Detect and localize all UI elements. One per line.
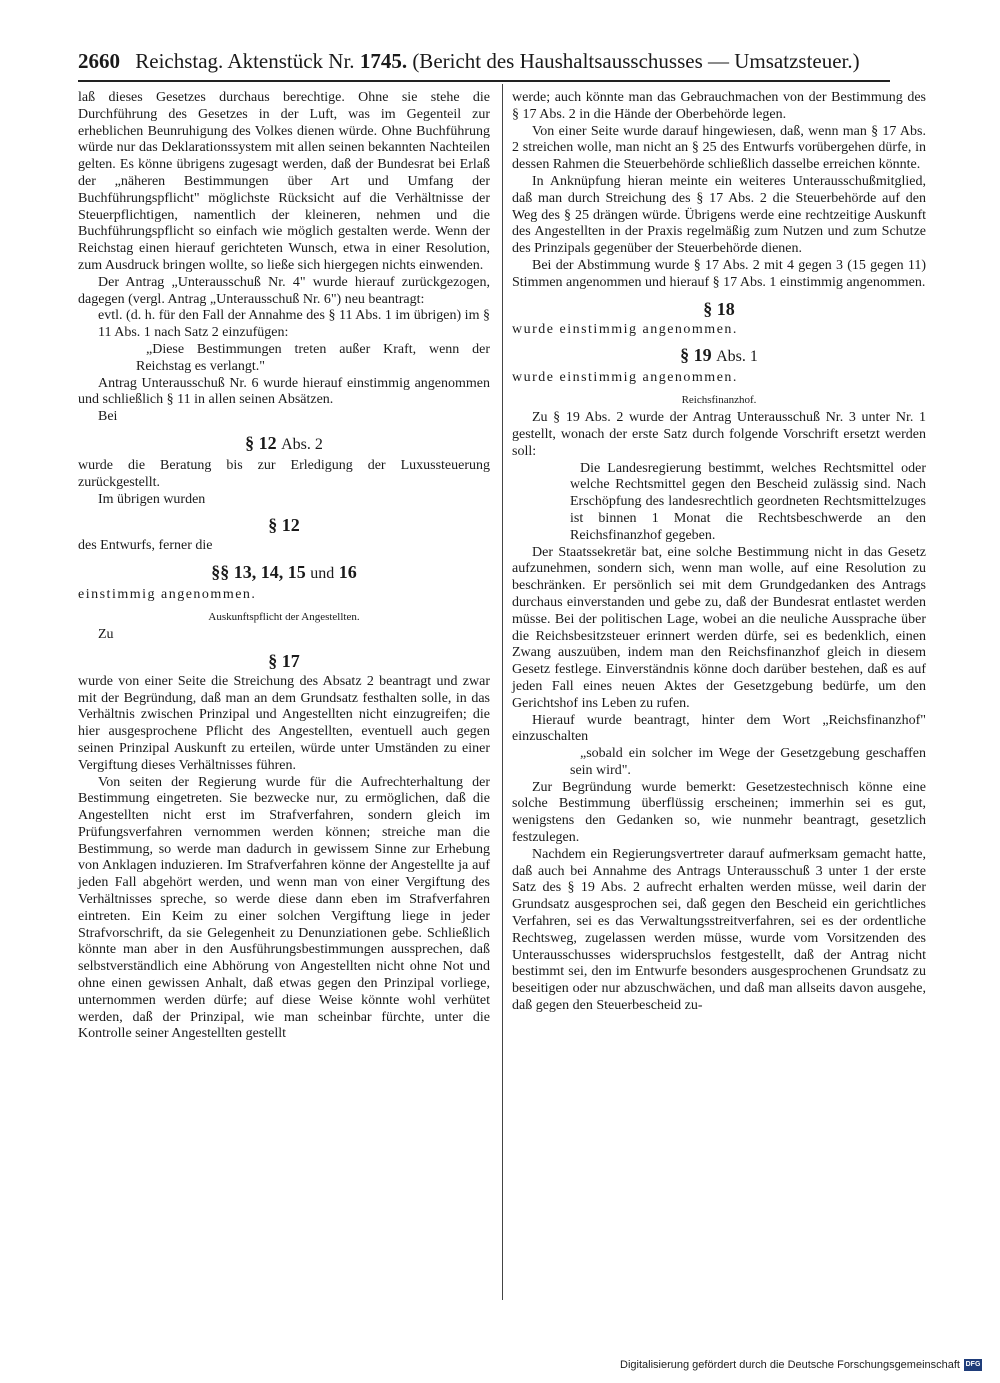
header-subtitle: (Bericht des Haushaltsausschusses — Umsatzsteuer.) xyxy=(412,49,860,73)
left-column xyxy=(78,90,490,1043)
header-title-prefix: Reichstag. Aktenstück Nr. xyxy=(135,49,355,73)
paragraph: Von einer Seite wurde darauf hingewiesen, daß, wenn man § 17 Abs. 2 streichen wolle, man nicht an § 25 des Entwurfs vorübergehen dürfe, in dessen Rahmen die Steuerbehörde schließlich dasselbe erreichen könnte. xyxy=(512,123,926,173)
quotation: „Diese Bestimmungen treten außer Kraft, wenn der Reichstag es verlangt." xyxy=(136,341,490,374)
act-number: 1745. xyxy=(359,49,408,73)
paragraph: Antrag Unterausschuß Nr. 6 wurde hierauf einstimmig angenommen und schließlich § 11 in allen seinen Absätzen. xyxy=(78,375,490,408)
paragraph: Nachdem ein Regierungsvertreter darauf aufmerksam gemacht hatte, daß auch bei Annahme des Antrags Unterausschuß 3 unter 1 der erste Satz des § 19 Abs. 2 aufrecht erhalten werden müsse, weil darin der Grundsatz ausgesprochen sei, daß gegen den Bescheid ein gerichtliches Verfahren, sei es das Verwaltungsstreitverfahren, sei es der ordentliche Rechtsweg, zugelassen werden müsse, wurde vom Vorsitzenden des Unterausschusses widerspruchslos festgestellt, daß der Antrag nicht bestimmt sei, den im Entwurfe besonders ausgesprochenen Grundsatz zu beseitigen oder nur abzuschwächen, und daß man allseits davon ausgehe, daß gegen den Steuerbescheid zu- xyxy=(512,846,926,1014)
paragraph: Der Staatssekretär bat, eine solche Bestimmung nicht in das Gesetz aufzunehmen, sondern sich, wenn man wolle, auf eine Resolution zu beschränken. Er persönlich sei mit dem Grundgedanken des Antrags durchaus einverstanden und gebe zu, daß der Bundesrat entlastet werden müsse. Bei der politischen Lage, wobei an die neuliche Aussprache über die Reichsbesitzsteuer erinnert werden dürfe, sei es bedenklich, einen Zwang auszuüben, indem man den Reichsfinanzhof gleich in diesem Gesetz festlege. Einverständnis könne doch darüber bestehen, daß es auf jeden Fall eines neuen Aktes der Gesetzgebung bedürfe, um den Gerichtshof ins Leben zu rufen. xyxy=(512,544,926,711)
paragraph: Hierauf wurde beantragt, hinter dem Wort „Reichsfinanzhof" einzuschalten xyxy=(512,712,926,745)
subsection-title: Reichsfinanzhof. xyxy=(681,394,757,407)
paragraph: wurde einstimmig angenommen. xyxy=(512,321,738,337)
paragraph: einstimmig angenommen. xyxy=(78,587,257,603)
paragraph: evtl. (d. h. für den Fall der Annahme des § 11 Abs. 1 im übrigen) im § 11 Abs. 1 nach Satz 2 einzufügen: xyxy=(98,308,490,341)
paragraph: Im übrigen wurden xyxy=(98,491,206,507)
section-heading: § 12 xyxy=(268,515,300,536)
quotation: „sobald ein solcher im Wege der Gesetzgebung geschaffen sein wird". xyxy=(570,746,926,778)
dfg-logo: DFG xyxy=(964,1359,982,1371)
footer xyxy=(620,1359,982,1371)
page-number: 2660 xyxy=(78,49,120,73)
header-rule xyxy=(78,80,890,82)
section-heading: § 18 xyxy=(703,298,735,319)
page-header xyxy=(78,44,890,78)
section-heading: § 17 xyxy=(268,650,300,671)
paragraph: Bei der Abstimmung wurde § 17 Abs. 2 mit 4 gegen 3 (15 gegen 11) Stimmen angenommen und hierauf § 17 Abs. 1 einstimmig angenommen. xyxy=(512,257,926,290)
subsection-title: Auskunftspflicht der Angestellten. xyxy=(208,610,360,623)
paragraph: Von seiten der Regierung wurde für die Aufrechterhaltung der Bestimmung eingetreten. Sie bezwecke nur, zu ermöglichen, daß die Angestellten nicht erst im Strafverfahren, sondern gleich im Prüfungsverfahren vernommen werden können; streiche man die Bestimmung, so werde man dadurch in gewissem Sinne zur Erhebung von Anklagen induzieren. Im Strafverfahren könne der Angestellte ja auf jeden Fall abgehört werden, und wenn man von einer Vergiftung des Verhältnisses spreche, so werde diese dann eben im Strafverfahren eintreten. Ein Keim zu einer solchen Vergiftung liege in jeder Strafvorschrift, da sie Gelegenheit zu Denunziationen gebe. Schließlich könnte man aber in den Ausführungsbestimmungen aussprechen, daß selbstverständlich eine Abhörung von Angestellten nicht ohne Not und ohne einen gewissen Anhalt, daß etwas gegen den Prinzipal vorliege, unternommen werden dürfe; auf diese Weise könnte wohl verhütet werden, daß der Prinzipal, wie man scheinbar fürchte, unter die Kontrolle seiner Angestellten gestellt xyxy=(78,774,490,1042)
footer-text: Digitalisierung gefördert durch die Deutsche Forschungsgemeinschaft xyxy=(620,1359,960,1371)
paragraph: wurde die Beratung bis zur Erledigung der Luxussteuerung zurückgestellt. xyxy=(78,457,490,490)
paragraph: laß dieses Gesetzes durchaus berechtige. Ohne sie stehe die Durchführung des Gesetzes in der Luft, was im Gegenteil zur erheblichen Beunruhigung des Volkes dienen würde. Ohne Buchführung würde nur das Deklarationssystem mit allen seinen bekannten Nachteilen gelten. Es könne übrigens zugesagt werden, daß der Bundesrat bei Erlaß der „näheren Bestimmungen über Art und Umfang der Buchführungspflicht" möglichste Rücksicht auf die Verhältnisse der Steuerpflichtigen, namentlich der kleineren, nehmen und die Buchführungspflicht so einfach wie möglich gestalten werde. Wenn der Reichstag einen hierauf gerichteten Wunsch, etwa in einer Resolution, zum Ausdruck bringen wollte, so ließe sich hiergegen nichts einwenden. xyxy=(78,90,490,273)
paragraph: des Entwurfs, ferner die xyxy=(78,538,213,554)
paragraph: Zu xyxy=(98,626,114,642)
paragraph: Bei xyxy=(98,409,118,425)
paragraph: wurde einstimmig angenommen. xyxy=(512,370,738,386)
quotation: Die Landesregierung bestimmt, welches Rechtsmittel oder welche Rechtsmittel gegen den Bescheid zulässig sind. Nach Erschöpfung des landesrechtlich geordneten Rechtsmittelzuges ist binnen 1 Monat die Rechtsbeschwerde an den Reichsfinanzhof gegeben. xyxy=(570,460,926,543)
column-divider xyxy=(502,84,503,1300)
section-heading: §§ 13, 14, 15 und 16 xyxy=(211,562,357,583)
paragraph: Der Antrag „Unterausschuß Nr. 4" wurde hierauf zurückgezogen, dagegen (vergl. Antrag „Unterausschuß Nr. 6") neu beantragt: xyxy=(78,274,490,307)
paragraph: Zur Begründung wurde bemerkt: Gesetzestechnisch könne eine solche Bestimmung überflüssig erscheinen; immerhin sei es gut, wenigstens den Gedanken so, wie nunmehr beantragt, gesetzlich festzulegen. xyxy=(512,779,926,846)
paragraph: In Anknüpfung hieran meinte ein weiteres Unterausschußmitglied, daß man durch Streichung des § 17 Abs. 2 die Steuerbehörde auf den Weg des § 25 drängen würde. Übrigens werde eine rechtzeitige Auskunft des Angestellten in der Praxis regelmäßig zum Nutzen und zum Schutze des Prinzipals gegenüber der Steuerbehörde dienen. xyxy=(512,173,926,257)
paragraph: Zu § 19 Abs. 2 wurde der Antrag Unterausschuß Nr. 3 unter Nr. 1 gestellt, wonach der erste Satz durch folgende Vorschrift ersetzt werden soll: xyxy=(512,410,926,459)
paragraph: werde; auch könnte man das Gebrauchmachen von der Bestimmung des § 17 Abs. 2 in die Hände der Oberbehörde legen. xyxy=(512,90,926,122)
right-column xyxy=(512,90,926,1015)
section-heading: § 19 Abs. 1 xyxy=(680,345,758,366)
section-heading: § 12 Abs. 2 xyxy=(245,432,323,453)
paragraph: wurde von einer Seite die Streichung des Absatz 2 beantragt und zwar mit der Begründung, daß man an dem Grundsatz festhalten solle, in das Verhältnis zwischen Prinzipal und Angestellten nicht einzugreifen; die hier ausgesprochene Pflicht des Angestellten, eventuell auch gegen seinen Prinzipal Auskunft zu erteilen, würde unter Umständen zu einer Vergiftung dieses Verhältnisses führen. xyxy=(78,673,490,773)
